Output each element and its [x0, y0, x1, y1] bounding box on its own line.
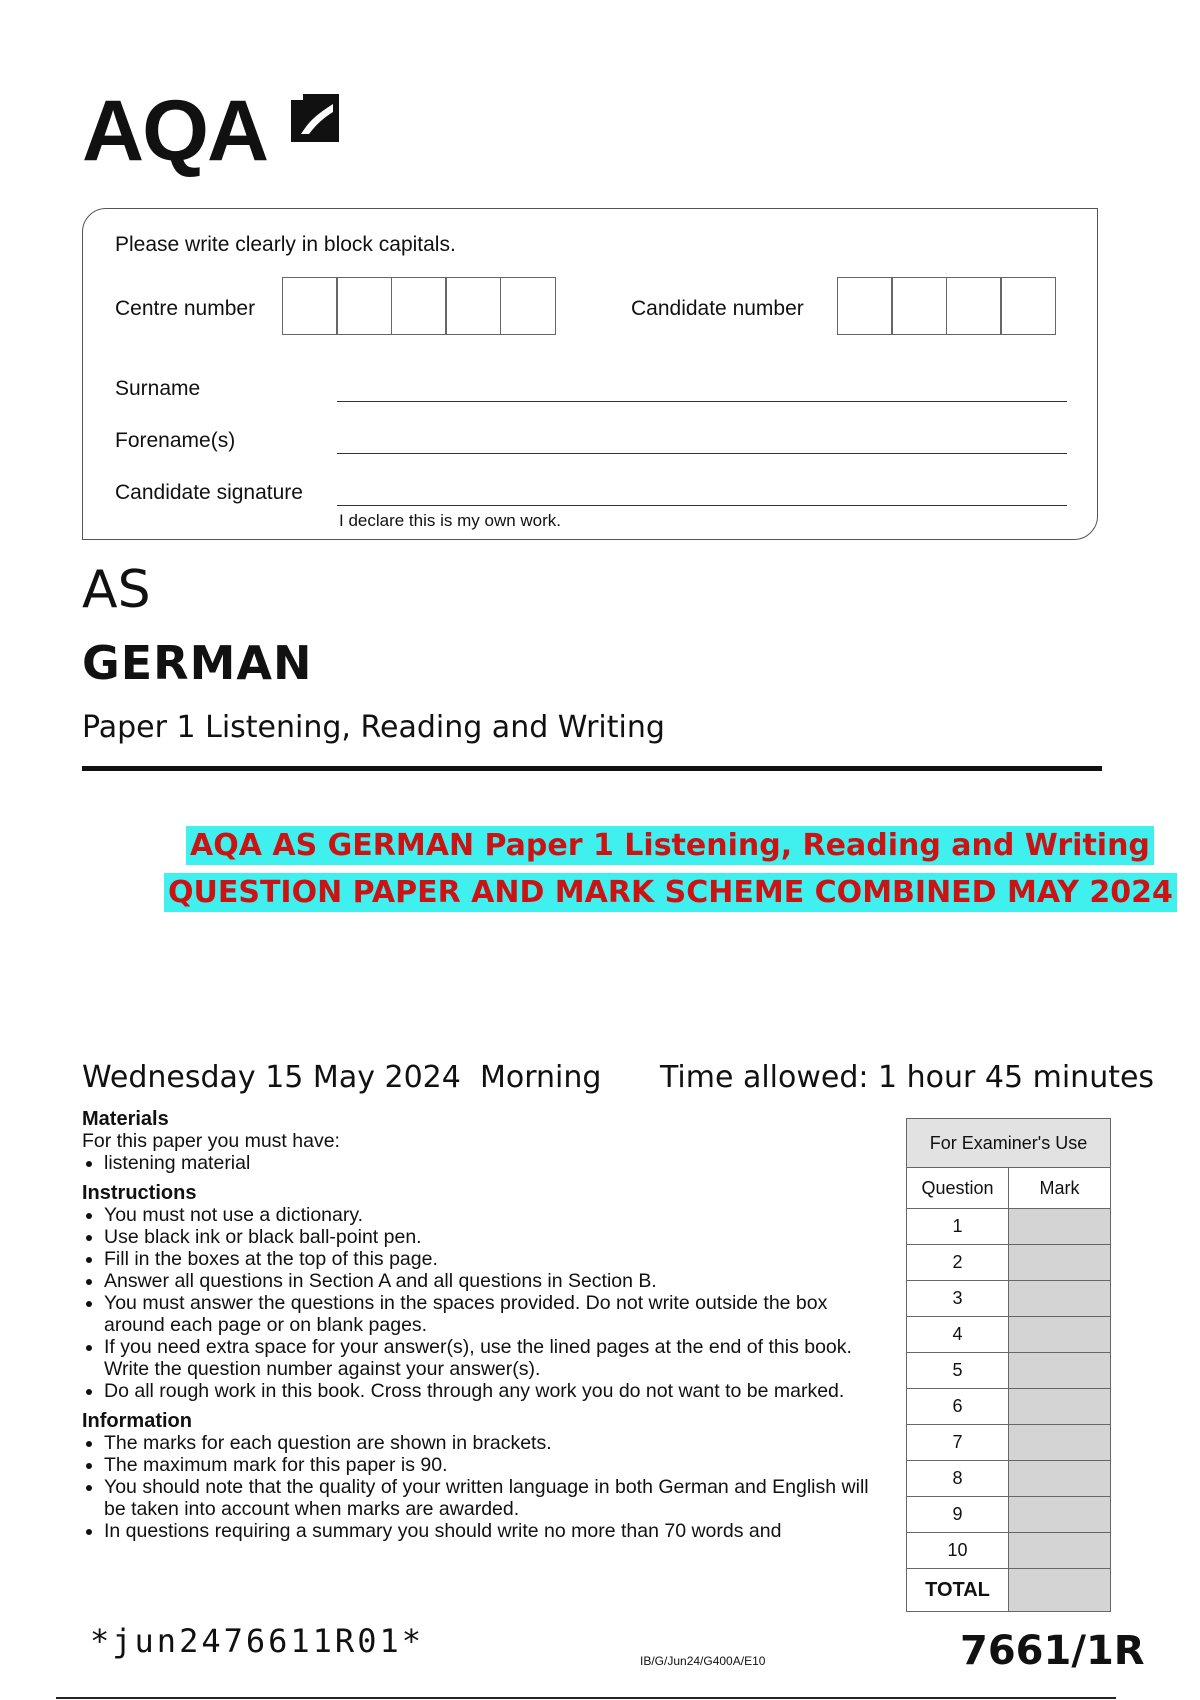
examiner-use-table — [906, 1118, 1111, 1612]
centre-number-label: Centre number — [115, 297, 256, 320]
block-capitals-instruction: Please write clearly in block capitals. — [115, 233, 456, 256]
centre-digit-box[interactable] — [445, 277, 501, 335]
information-item: • The marks for each question are shown in brackets. — [104, 1432, 882, 1454]
subject-title: GERMAN — [82, 636, 313, 690]
mark-cell — [1009, 1281, 1111, 1317]
banner-line-1-text: AQA AS GERMAN Paper 1 Listening, Reading and Writing — [186, 826, 1154, 865]
aqa-flag-icon — [287, 90, 343, 146]
mark-cell — [1009, 1209, 1111, 1245]
forename-label: Forename(s) — [115, 429, 236, 452]
candidate-digit-box[interactable] — [1000, 277, 1056, 335]
document-reference: IB/G/Jun24/G400A/E10 — [640, 1654, 766, 1668]
instruction-item: • Answer all questions in Section A and all questions in Section B. — [104, 1270, 882, 1292]
information-item: • You should note that the quality of your written language in both German and English will be taken into account when marks are awarded. — [104, 1476, 882, 1520]
candidate-details-box — [82, 208, 1098, 540]
mark-cell — [1009, 1245, 1111, 1281]
candidate-number-label: Candidate number — [631, 297, 804, 320]
instruction-item: • If you need extra space for your answer(s), use the lined pages at the end of this book. Write the question number against your answer(s). — [104, 1336, 882, 1380]
candidate-number-boxes[interactable] — [838, 277, 1056, 335]
materials-heading: Materials — [82, 1108, 169, 1130]
surname-line[interactable] — [337, 401, 1067, 402]
question-number: 8 — [907, 1461, 1009, 1497]
information-heading: Information — [82, 1410, 192, 1432]
surname-label: Surname — [115, 377, 201, 400]
information-section — [82, 1410, 882, 1542]
exam-session: Morning — [480, 1060, 602, 1095]
forename-line[interactable] — [337, 453, 1067, 454]
signature-label: Candidate signature — [115, 481, 303, 504]
question-number: 1 — [907, 1209, 1009, 1245]
title-divider — [82, 766, 1102, 771]
time-allowed: Time allowed: 1 hour 45 minutes — [660, 1060, 1155, 1095]
mark-cell — [1009, 1461, 1111, 1497]
mark-cell — [1009, 1425, 1111, 1461]
paper-code: 7661/1R — [960, 1628, 1145, 1674]
exam-information — [82, 1108, 882, 1550]
question-number: 10 — [907, 1533, 1009, 1569]
mark-cell — [1009, 1497, 1111, 1533]
instructions-section — [82, 1182, 882, 1402]
instruction-item: • Do all rough work in this book. Cross through any work you do not want to be marked. — [104, 1380, 882, 1402]
question-number: 7 — [907, 1425, 1009, 1461]
question-number: 4 — [907, 1317, 1009, 1353]
footer-divider — [56, 1697, 1116, 1699]
aqa-logo: AQA — [82, 83, 268, 179]
centre-digit-box[interactable] — [282, 277, 338, 335]
banner-line-2-text: QUESTION PAPER AND MARK SCHEME COMBINED MAY 2024 — [164, 873, 1177, 912]
mark-cell — [1009, 1533, 1111, 1569]
mark-cell — [1009, 1353, 1111, 1389]
candidate-digit-box[interactable] — [946, 277, 1002, 335]
qualification-level: AS — [82, 560, 151, 620]
banner-line-1 — [186, 828, 1154, 863]
question-number: 6 — [907, 1389, 1009, 1425]
materials-intro: For this paper you must have: — [82, 1130, 340, 1152]
banner-line-2 — [164, 875, 1177, 910]
centre-digit-box[interactable] — [391, 277, 447, 335]
instruction-item: • You must not use a dictionary. — [104, 1204, 882, 1226]
total-mark-cell — [1009, 1569, 1111, 1612]
mark-cell — [1009, 1317, 1111, 1353]
question-number: 3 — [907, 1281, 1009, 1317]
candidate-digit-box[interactable] — [837, 277, 893, 335]
candidate-digit-box[interactable] — [891, 277, 947, 335]
centre-digit-box[interactable] — [336, 277, 392, 335]
examiner-table-heading: For Examiner's Use — [907, 1119, 1111, 1168]
mark-cell — [1009, 1389, 1111, 1425]
exam-date: Wednesday 15 May 2024 — [82, 1060, 461, 1095]
centre-number-boxes[interactable] — [283, 277, 556, 335]
declaration-text: I declare this is my own work. — [339, 511, 562, 530]
question-column-header: Question — [907, 1168, 1009, 1209]
centre-digit-box[interactable] — [500, 277, 556, 335]
question-number: 2 — [907, 1245, 1009, 1281]
information-item: • In questions requiring a summary you should write no more than 70 words and — [104, 1520, 882, 1542]
question-number: 5 — [907, 1353, 1009, 1389]
instruction-item: • Fill in the boxes at the top of this page. — [104, 1248, 882, 1270]
total-label: TOTAL — [907, 1569, 1009, 1612]
signature-line[interactable] — [337, 505, 1067, 506]
paper-title: Paper 1 Listening, Reading and Writing — [82, 710, 665, 745]
instruction-item: • Use black ink or black ball-point pen. — [104, 1226, 882, 1248]
materials-item: • listening material — [104, 1152, 882, 1174]
barcode-text: *jun2476611R01* — [90, 1622, 424, 1660]
materials-section — [82, 1108, 882, 1174]
instructions-heading: Instructions — [82, 1182, 197, 1204]
information-item: • The maximum mark for this paper is 90. — [104, 1454, 882, 1476]
mark-column-header: Mark — [1009, 1168, 1111, 1209]
question-number: 9 — [907, 1497, 1009, 1533]
instruction-item: • You must answer the questions in the spaces provided. Do not write outside the box around each page or on blank pages. — [104, 1292, 882, 1336]
